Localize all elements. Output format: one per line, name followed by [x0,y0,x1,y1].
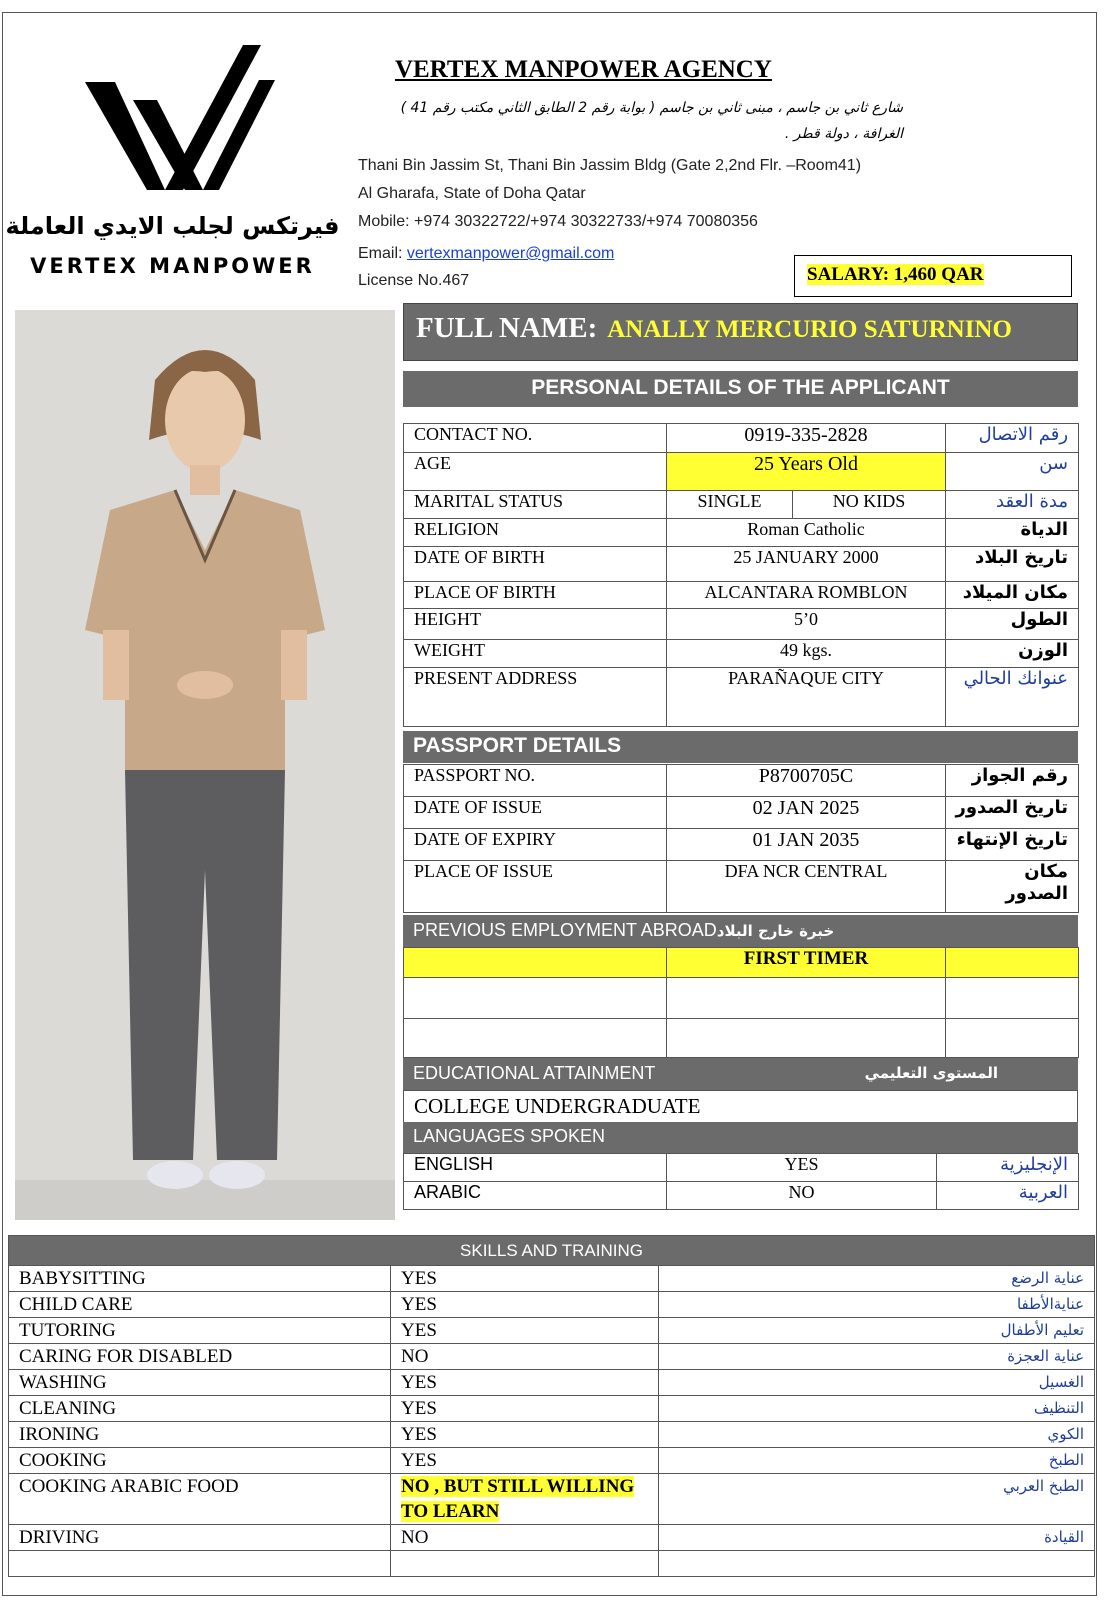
skill-arabic: عناية العجزة [659,1344,1095,1370]
skills-table [8,1235,1095,1577]
dob-arabic: تاريخ البلاد [946,547,1079,582]
skill-arabic: التنظيف [659,1396,1095,1422]
logo-english-name: VERTEX MANPOWER [30,254,315,278]
address-arabic-line1: شارع ثاني بن جاسم ، مبنى ثاني بن جاسم ( بوابة رقم 2 الطابق الثاني مكتب رقم 41 ) [400,100,903,116]
language-arabic: الإنجليزية [937,1154,1079,1182]
pob-label: PLACE OF BIRTH [404,582,667,609]
agency-name: VERTEX MANPOWER AGENCY [395,56,772,83]
weight-arabic: الوزن [946,640,1079,668]
employment-title: PREVIOUS EMPLOYMENT ABROAD [413,920,717,940]
skill-name: CLEANING [9,1396,391,1422]
religion-label: RELIGION [404,519,667,547]
language-row [404,1154,1079,1182]
language-arabic: العربية [937,1182,1079,1210]
employment-row-3 [404,1019,1079,1058]
address-value: PARAÑAQUE CITY [667,668,946,727]
place-arabic [946,861,1079,913]
full-name-value: ANALLY MERCURIO SATURNINO [607,316,1012,343]
language-row [404,1182,1079,1210]
row-marital [404,491,1079,519]
applicant-photo [15,310,395,1220]
issue-label: DATE OF ISSUE [404,797,667,829]
language-value: YES [667,1154,937,1182]
row-pob [404,582,1079,609]
row-religion [404,519,1079,547]
row-contact [404,424,1079,453]
skill-arabic: الطبخ [659,1448,1095,1474]
skill-arabic: القيادة [659,1525,1095,1551]
skill-value-line1: NO , BUT STILL WILLING [401,1476,635,1497]
language-name: ENGLISH [404,1154,667,1182]
email-line [358,245,614,263]
personal-details-table [403,423,1079,727]
skill-arabic: عنايةالأطفا [659,1292,1095,1318]
skill-value: NO [391,1344,659,1370]
issue-arabic: تاريخ الصدور [946,797,1079,829]
height-arabic: الطول [946,609,1079,640]
full-name-label: FULL NAME: [416,312,598,344]
skill-value: YES [391,1318,659,1344]
employment-row-2 [404,978,1079,1019]
employment-row-1 [404,948,1079,978]
skill-arabic: الطبخ العربي [659,1474,1095,1525]
skill-name: WASHING [9,1370,391,1396]
row-passport-no [404,765,1079,797]
salary-text: SALARY: 1,460 QAR [807,264,984,285]
salary-box [794,255,1072,297]
skill-row [9,1370,1095,1396]
height-value: 5’0 [667,609,946,640]
email-link[interactable]: vertexmanpower@gmail.com [406,245,615,262]
employment-value: FIRST TIMER [667,948,946,978]
skill-arabic: الكوي [659,1422,1095,1448]
dob-label: DATE OF BIRTH [404,547,667,582]
contact-value: 0919-335-2828 [667,424,946,453]
skill-name: DRIVING [9,1525,391,1551]
address-english-line2: Al Gharafa, State of Doha Qatar [358,185,586,202]
employment-title-arabic: خبرة خارج البلاد [716,922,835,940]
skill-name: COOKING ARABIC FOOD [9,1474,391,1525]
skill-value: YES [391,1448,659,1474]
religion-value: Roman Catholic [667,519,946,547]
education-title: EDUCATIONAL ATTAINMENT [413,1063,656,1083]
address-arabic: عنوانك الحالي [946,668,1079,727]
education-value: COLLEGE UNDERGRADUATE [404,1091,1078,1123]
issue-value: 02 JAN 2025 [667,797,946,829]
place-value: DFA NCR CENTRAL [667,861,946,913]
weight-value: 49 kgs. [667,640,946,668]
skill-row-empty [9,1551,1095,1577]
row-address [404,668,1079,727]
expiry-label: DATE OF EXPIRY [404,829,667,861]
languages-table [403,1153,1079,1210]
age-arabic: سن [946,453,1079,491]
expiry-value: 01 JAN 2035 [667,829,946,861]
personal-details-header: PERSONAL DETAILS OF THE APPLICANT [403,371,1078,407]
skill-row [9,1266,1095,1292]
skill-arabic: عناية الرضع [659,1266,1095,1292]
marital-value: SINGLE [667,491,793,519]
pob-arabic: مكان الميلاد [946,582,1079,609]
passport-details-table [403,764,1079,913]
skill-row [9,1318,1095,1344]
passport-no-value: P8700705C [667,765,946,797]
language-value: NO [667,1182,937,1210]
education-header [403,1058,1078,1090]
skill-name: COOKING [9,1448,391,1474]
languages-header: LANGUAGES SPOKEN [403,1122,1078,1153]
skill-row [9,1396,1095,1422]
skill-value: YES [391,1292,659,1318]
mobile-numbers: Mobile: +974 30322722/+974 30322733/+974 70080356 [358,213,758,230]
place-arabic-line2: الصدور [1005,883,1068,904]
row-height [404,609,1079,640]
marital-arabic: مدة العقد [946,491,1079,519]
religion-arabic: الدياة [946,519,1079,547]
row-dob [404,547,1079,582]
skills-header: SKILLS AND TRAINING [9,1236,1095,1266]
skill-name: TUTORING [9,1318,391,1344]
row-age [404,453,1079,491]
row-weight [404,640,1079,668]
weight-label: WEIGHT [404,640,667,668]
address-english-line1: Thani Bin Jassim St, Thani Bin Jassim Bldg (Gate 2,2nd Flr. –Room41) [358,157,862,174]
skill-value [391,1474,659,1525]
row-place-of-issue [404,861,1079,913]
skill-row [9,1292,1095,1318]
skill-name: BABYSITTING [9,1266,391,1292]
skill-value: YES [391,1370,659,1396]
employment-header [403,915,1078,947]
skill-row [9,1422,1095,1448]
license-number: License No.467 [358,272,470,289]
expiry-arabic: تاريخ الإنتهاء [946,829,1079,861]
marital-label: MARITAL STATUS [404,491,667,519]
pob-value: ALCANTARA ROMBLON [667,582,946,609]
passport-details-header: PASSPORT DETAILS [403,731,1078,763]
language-name: ARABIC [404,1182,667,1210]
skill-arabic: الغسيل [659,1370,1095,1396]
vertex-logo-icon [85,40,275,210]
height-label: HEIGHT [404,609,667,640]
skill-value: YES [391,1396,659,1422]
age-label: AGE [404,453,667,491]
place-arabic-line1: مكان [1024,861,1068,882]
education-title-arabic: المستوى التعليمي [864,1064,998,1082]
age-value: 25 Years Old [667,453,946,491]
row-date-of-issue [404,797,1079,829]
skill-row [9,1448,1095,1474]
passport-no-label: PASSPORT NO. [404,765,667,797]
email-label: Email: [358,245,407,262]
skill-name: IRONING [9,1422,391,1448]
row-date-of-expiry [404,829,1079,861]
skill-row [9,1344,1095,1370]
contact-label: CONTACT NO. [404,424,667,453]
dob-value: 25 JANUARY 2000 [667,547,946,582]
skill-value: YES [391,1266,659,1292]
address-arabic-line2: الغرافة ، دولة قطر . [784,126,903,142]
passport-no-arabic: رقم الجواز [946,765,1079,797]
kids-value: NO KIDS [793,491,946,519]
place-label: PLACE OF ISSUE [404,861,667,913]
skill-name: CHILD CARE [9,1292,391,1318]
full-name-bar [403,303,1078,361]
logo-arabic-name: فيرتكس لجلب الايدي العاملة [5,212,340,240]
employment-table [403,947,1079,1058]
contact-arabic: رقم الاتصال [946,424,1079,453]
skill-row [9,1474,1095,1525]
skill-value-line2: TO LEARN [401,1501,500,1522]
skill-name: CARING FOR DISABLED [9,1344,391,1370]
education-table [403,1090,1078,1123]
skill-arabic: تعليم الأطفال [659,1318,1095,1344]
skill-value: NO [391,1525,659,1551]
skill-value: YES [391,1422,659,1448]
skill-row [9,1525,1095,1551]
address-label: PRESENT ADDRESS [404,668,667,727]
